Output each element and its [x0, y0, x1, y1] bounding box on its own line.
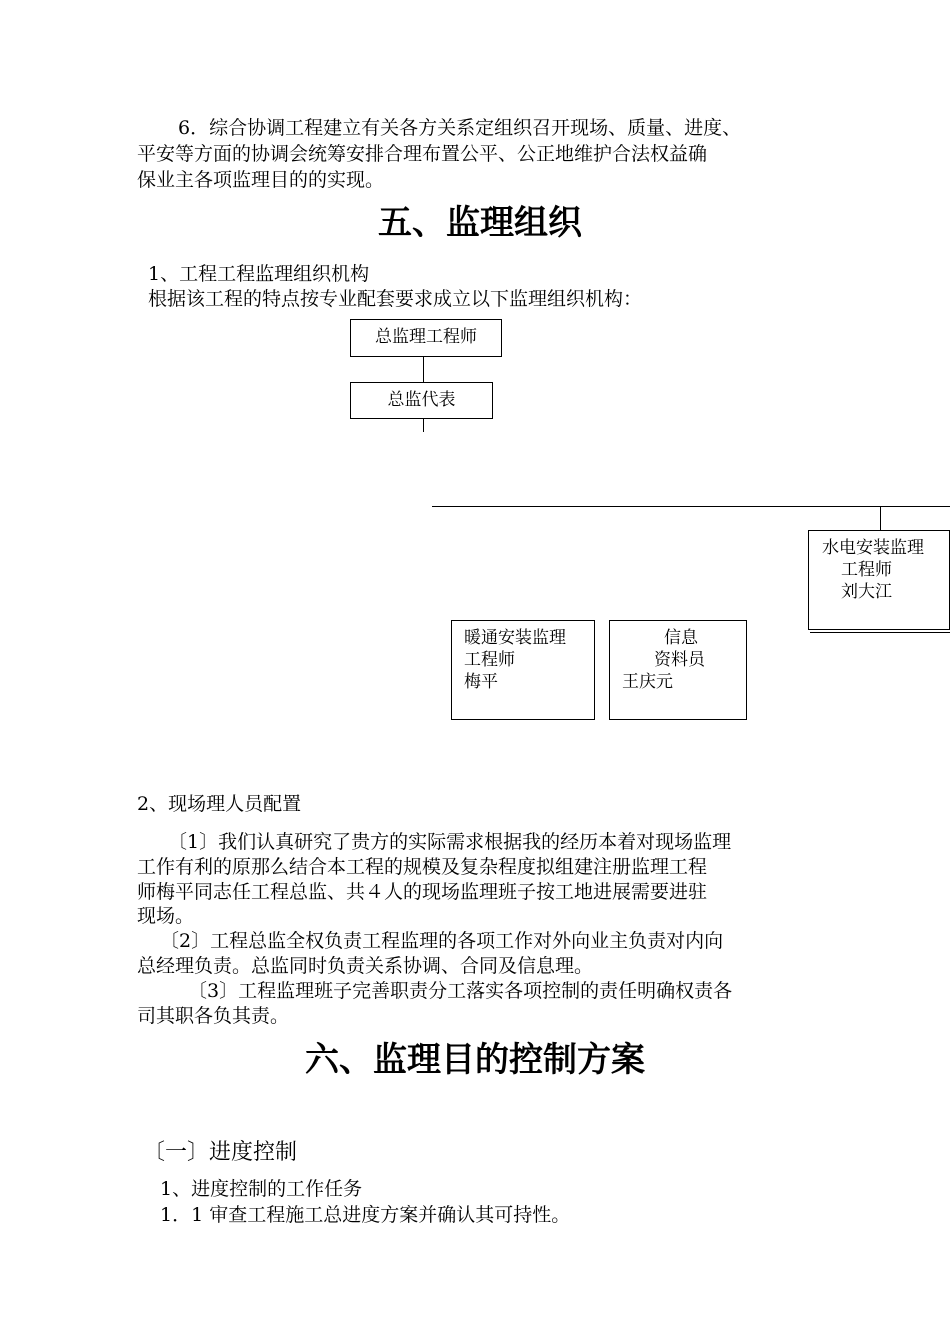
paragraph-line: 〔3〕工程监理班子完善职责分工落实各项控制的责任明确权责各 [188, 980, 733, 1002]
org-box-label: 资料员 [654, 650, 705, 670]
org-box-label: 刘大江 [841, 582, 892, 602]
org-box-hvac [451, 620, 595, 720]
org-box-chief [350, 319, 502, 357]
subsection-title: 1、工程工程监理组织机构 [148, 263, 370, 285]
org-box-deputy [350, 382, 493, 419]
connector-line [432, 506, 950, 507]
box-shadow-line [810, 632, 950, 633]
org-box-electrical [808, 530, 950, 630]
org-box-info [609, 620, 747, 720]
org-box-label: 总监理工程师 [375, 327, 477, 347]
connector-line [423, 357, 424, 382]
list-item: 1、进度控制的工作任务 [160, 1178, 363, 1200]
paragraph-line: 工作有利的原那么结合本工程的规模及复杂程度拟组建注册监理工程 [137, 856, 708, 878]
connector-line [423, 419, 424, 432]
org-description: 根据该工程的特点按专业配套要求成立以下监理组织机构： [148, 288, 643, 310]
paragraph-line: 平安等方面的协调会统筹安排合理布置公平、公正地维护合法权益确 [137, 143, 708, 165]
org-box-label: 工程师 [464, 650, 515, 670]
subsection-title: 2、现场理人员配置 [137, 793, 302, 815]
org-box-label: 总监代表 [387, 390, 456, 410]
org-box-label: 梅平 [464, 672, 498, 692]
paragraph-line: 保业主各项监理目的的实现。 [137, 169, 385, 191]
paragraph-line: 〔2〕工程总监全权负责工程监理的各项工作对外向业主负责对内向 [160, 930, 724, 952]
org-box-label: 暖通安装监理 [464, 628, 566, 648]
paragraph-line: 师梅平同志任工程总监、共４人的现场监理班子按工地进展需要进驻 [137, 881, 708, 903]
org-box-label: 水电安装监理 [822, 538, 924, 558]
list-item: 1．1 审查工程施工总进度方案并确认其可持性。 [160, 1204, 571, 1226]
section-heading: 五、监理组织 [378, 203, 582, 243]
section-heading: 六、监理目的控制方案 [305, 1040, 645, 1080]
paragraph-line: 现场。 [137, 905, 195, 927]
org-box-label: 王庆元 [622, 672, 673, 692]
org-box-label: 信息 [664, 628, 698, 648]
paragraph-line: 6．综合协调工程建立有关各方关系定组织召开现场、质量、进度、 [178, 117, 742, 139]
org-box-label: 工程师 [841, 560, 892, 580]
paragraph-line: 司其职各负其责。 [137, 1005, 290, 1027]
connector-line [880, 506, 881, 530]
subsection-title: 〔一〕进度控制 [143, 1140, 298, 1165]
paragraph-line: 总经理负责。总监同时负责关系协调、合同及信息理。 [137, 955, 594, 977]
paragraph-line: 〔1〕我们认真研究了贵方的实际需求根据我的经历本着对现场监理 [168, 831, 732, 853]
